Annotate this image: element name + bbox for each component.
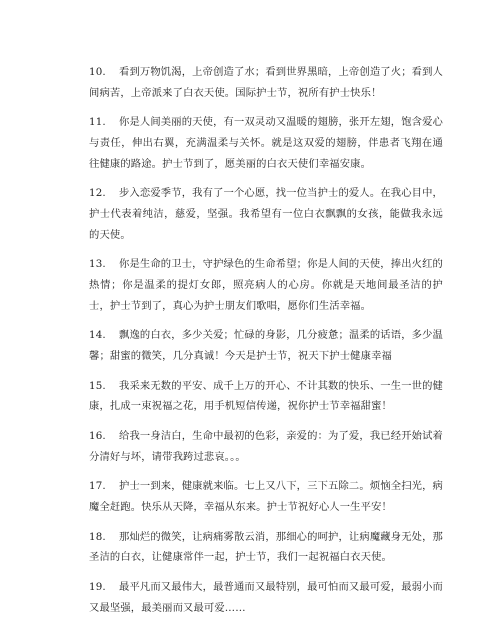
paragraph-text: 你是人间美丽的天使，有一双灵动又温暖的翅膀，张开左翅，饱含爱心与责任，伸出右翼，充满温柔与关怀。就是这双爱的翅膀，伴患者飞翔在通往健康的路途。护士节到了，愿美丽的白衣天使们幸福安康。 (89, 116, 443, 170)
paragraph-18 (89, 527, 443, 568)
paragraph-number: 17. (89, 480, 106, 493)
paragraph-16 (89, 426, 443, 467)
paragraph-15 (89, 376, 443, 417)
paragraph-text: 飘逸的白衣，多少关爱；忙碌的身影，几分疲惫；温柔的话语，多少温馨；甜蜜的微笑，几分真诚！今天是护士节，祝天下护士健康幸福 (89, 329, 443, 362)
paragraph-17 (89, 476, 443, 517)
paragraph-text: 步入恋爱季节，我有了一个心愿，找一位当护士的爱人。在我心目中，护士代表着纯洁，慈爱，坚强。我希望有一位白衣飘飘的女孩，能做我永远的天使。 (89, 187, 443, 241)
document-body (89, 62, 443, 628)
paragraph-text: 最平凡而又最伟大，最普通而又最特别，最可怕而又最可爱，最弱小而又最坚强，最美丽而又最可爱…… (89, 581, 443, 614)
paragraph-text: 看到万物饥渴，上帝创造了水；看到世界黑暗，上帝创造了火；看到人间病苦，上帝派来了白衣天使。国际护士节，祝所有护士快乐！ (89, 66, 443, 99)
paragraph-number: 12. (89, 187, 106, 200)
paragraph-10 (89, 62, 443, 103)
paragraph-number: 16. (89, 430, 106, 443)
paragraph-text: 那灿烂的微笑，让病痛雾散云消，那细心的呵护，让病魔藏身无处，那圣洁的白衣，让健康常伴一起，护士节，我们一起祝福白衣天使。 (89, 530, 443, 564)
paragraph-number: 11. (89, 116, 106, 129)
paragraph-number: 19. (89, 581, 106, 594)
paragraph-text: 护士一到来，健康就来临。七上又八下，三下五除二。烦恼全扫光，病魔全赶跑。快乐从天降，幸福从东来。护士节祝好心人一生平安！ (89, 480, 443, 513)
paragraph-11 (89, 112, 443, 174)
paragraph-text: 我采来无数的平安、成千上万的开心、不计其数的快乐、一生一世的健康，扎成一束祝福之花，用手机短信传递，祝你护士节幸福甜蜜！ (89, 379, 443, 413)
paragraph-14 (89, 325, 443, 366)
paragraph-number: 15. (89, 379, 106, 392)
paragraph-19 (89, 577, 443, 618)
paragraph-number: 10. (89, 66, 106, 78)
paragraph-number: 14. (89, 329, 106, 342)
paragraph-number: 13. (89, 258, 106, 271)
paragraph-text: 你是生命的卫士，守护绿色的生命希望；你是人间的天使，捧出火红的热情；你是温柔的提灯女郎，照亮病人的心房。你就是天地间最圣洁的护士，护士节到了，真心为护士朋友们歌唱，愿你们生活幸福。 (89, 258, 443, 312)
paragraph-13 (89, 254, 443, 316)
paragraph-text: 给我一身洁白，生命中最初的色彩，亲爱的：为了爱，我已经开始试着分清好与坏，请带我跨过悲哀。。。 (89, 430, 443, 463)
paragraph-number: 18. (89, 530, 106, 543)
paragraph-12 (89, 183, 443, 245)
